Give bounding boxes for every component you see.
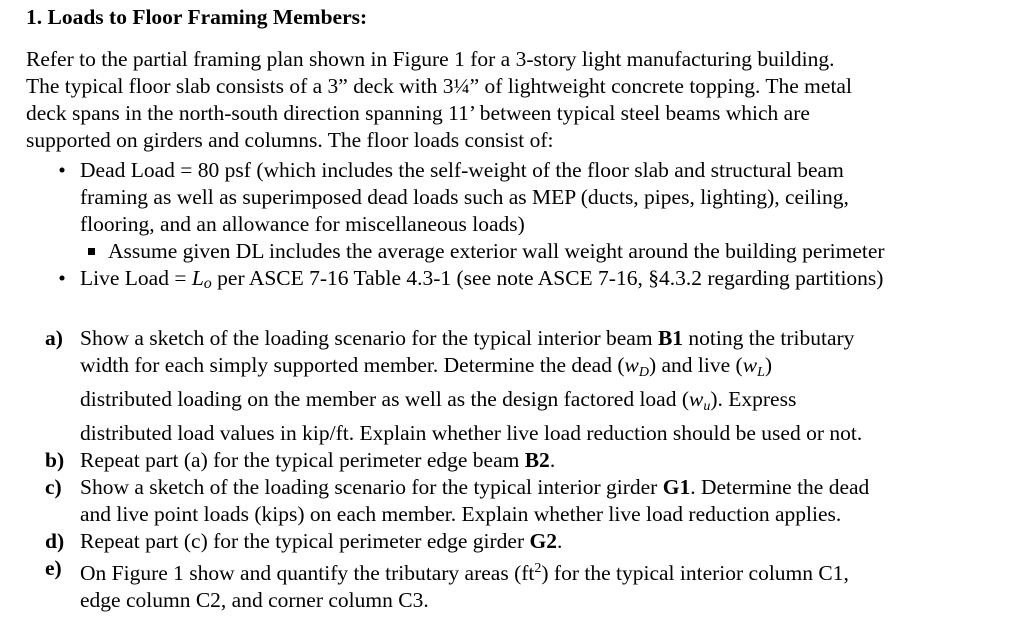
part-b-post: . xyxy=(549,448,556,472)
part-e-line xyxy=(80,555,980,587)
part-c-label: c) xyxy=(45,475,62,499)
part-a xyxy=(0,325,1026,447)
square-bullet-icon xyxy=(88,248,95,255)
live-load-bullet xyxy=(0,265,1026,297)
part-a-l1-post: noting the tributary xyxy=(683,326,855,350)
dead-load-line: flooring, and an allowance for miscellaneous loads) xyxy=(80,212,525,236)
part-a-l3-post: ). Express xyxy=(710,387,797,411)
bullet-dot-icon: • xyxy=(58,266,66,290)
wl-var: w xyxy=(742,353,758,377)
part-e xyxy=(0,555,1026,614)
part-a-l1-pre: Show a sketch of the loading scenario for the typical interior beam xyxy=(80,326,658,350)
live-load-var: L xyxy=(191,266,204,290)
part-d-pre: Repeat part (c) for the typical perimeter edge girder xyxy=(80,529,530,553)
part-e-label: e) xyxy=(45,556,62,580)
subbullet-text: Assume given DL includes the average exterior wall weight around the building perimeter xyxy=(108,239,885,263)
part-a-line xyxy=(80,325,980,352)
bullet-dot-icon: • xyxy=(58,158,66,182)
load-bullet-list xyxy=(0,157,1026,297)
part-a-label: a) xyxy=(45,326,63,350)
wu-var: w xyxy=(689,387,704,411)
part-c xyxy=(0,474,1026,528)
live-load-prefix: Live Load = xyxy=(80,266,192,290)
live-load-var-sub: o xyxy=(203,275,212,292)
beam-b2-label: B2 xyxy=(524,448,550,472)
part-e-text xyxy=(80,555,980,614)
question-parts xyxy=(0,325,1026,614)
dead-load-text xyxy=(80,157,975,238)
part-c-line xyxy=(80,474,980,501)
part-e-line: edge column C2, and corner column C3. xyxy=(80,588,429,612)
part-a-l2-pre: width for each simply supported member. Determine the dead ( xyxy=(80,353,625,377)
intro-line: supported on girders and columns. The floor loads consist of: xyxy=(26,128,554,152)
part-d-line xyxy=(80,528,980,555)
wl-sub: L xyxy=(757,365,765,380)
live-load-suffix: per ASCE 7-16 Table 4.3-1 (see note ASCE 7-16, §4.3.2 regarding partitions) xyxy=(211,266,884,290)
part-a-text xyxy=(80,325,980,447)
part-d-text xyxy=(80,528,980,555)
wd-sub: D xyxy=(638,365,649,380)
part-b-line xyxy=(80,447,980,474)
part-b xyxy=(0,447,1026,474)
part-a-line: distributed load values in kip/ft. Explain whether live load reduction should be used or not. xyxy=(80,421,863,445)
dead-load-line: Dead Load = 80 psf (which includes the self-weight of the floor slab and structural beam xyxy=(80,158,844,182)
part-a-l2-post: ) xyxy=(764,353,773,377)
part-b-pre: Repeat part (a) for the typical perimeter edge beam xyxy=(80,448,525,472)
ft-squared-sup: 2 xyxy=(534,561,542,576)
wd-var: w xyxy=(624,353,639,377)
intro-line: deck spans in the north-south direction spanning 11’ between typical steel beams which are xyxy=(26,101,810,125)
girder-g1-label: G1 xyxy=(662,475,691,499)
girder-g2-label: G2 xyxy=(529,529,557,553)
intro-line: The typical floor slab consists of a 3” deck with 3¼” of lightweight concrete topping. The metal xyxy=(26,74,852,98)
section-heading: 1. Loads to Floor Framing Members: xyxy=(26,5,368,29)
part-d-label: d) xyxy=(45,529,65,553)
dead-load-line: framing as well as superimposed dead loads such as MEP (ducts, pipes, lighting), ceiling, xyxy=(80,185,849,209)
part-c-l1-post: . Determine the dead xyxy=(690,475,870,499)
part-c-l1-pre: Show a sketch of the loading scenario for the typical interior girder xyxy=(80,475,663,499)
part-c-text xyxy=(80,474,980,528)
part-a-l3-pre: distributed loading on the member as well as the design factored load ( xyxy=(80,387,689,411)
beam-b1-label: B1 xyxy=(657,326,684,350)
wu-sub: u xyxy=(703,399,711,414)
part-a-l2-mid: ) and live ( xyxy=(648,353,743,377)
wall-weight-subbullet xyxy=(0,238,1026,265)
part-b-label: b) xyxy=(45,448,65,472)
part-e-l1-post: ) for the typical interior column C1, xyxy=(541,561,849,585)
part-a-line xyxy=(80,352,980,386)
part-b-text xyxy=(80,447,980,474)
intro-paragraph xyxy=(26,46,976,154)
part-d-post: . xyxy=(556,529,563,553)
live-load-text xyxy=(80,265,975,297)
live-load-line xyxy=(80,265,975,297)
part-e-l1-pre: On Figure 1 show and quantify the tributary areas (ft xyxy=(80,561,535,585)
part-c-line: and live point loads (kips) on each member. Explain whether live load reduction applies. xyxy=(80,502,842,526)
dead-load-bullet xyxy=(0,157,1026,238)
intro-line: Refer to the partial framing plan shown in Figure 1 for a 3-story light manufacturing building. xyxy=(26,47,835,71)
part-d xyxy=(0,528,1026,555)
part-a-line xyxy=(80,386,980,420)
